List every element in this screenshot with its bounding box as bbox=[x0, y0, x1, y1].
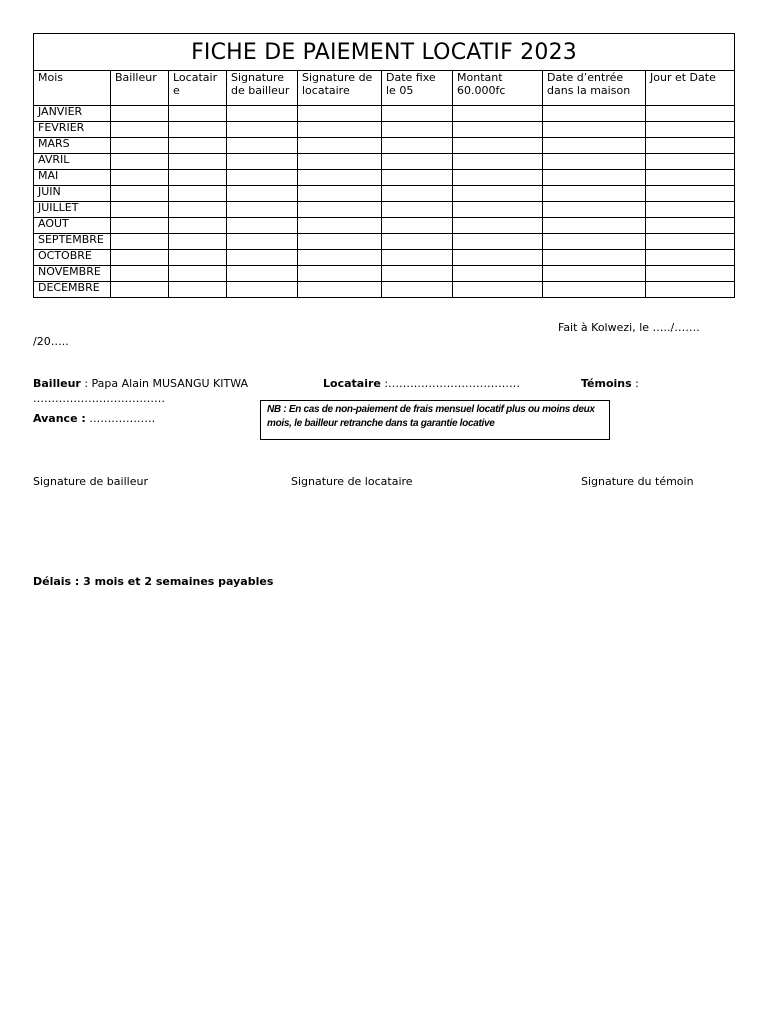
payment-sheet bbox=[33, 33, 734, 298]
month-cell: AVRIL bbox=[34, 154, 111, 170]
table-row bbox=[34, 186, 735, 202]
locataire-value: :……………………………… bbox=[380, 377, 521, 390]
signature-temoin: Signature du témoin bbox=[581, 475, 694, 488]
avance-line bbox=[33, 412, 155, 425]
empty-cell[interactable] bbox=[227, 154, 298, 170]
bailleur-value: : Papa Alain MUSANGU KITWA bbox=[80, 377, 249, 390]
empty-cell[interactable] bbox=[646, 186, 735, 202]
empty-cell[interactable] bbox=[453, 138, 543, 154]
empty-cell[interactable] bbox=[382, 106, 453, 122]
empty-cell[interactable] bbox=[382, 234, 453, 250]
empty-cell[interactable] bbox=[169, 106, 227, 122]
empty-cell[interactable] bbox=[298, 186, 382, 202]
empty-cell[interactable] bbox=[169, 202, 227, 218]
empty-cell[interactable] bbox=[453, 234, 543, 250]
empty-cell[interactable] bbox=[382, 170, 453, 186]
empty-cell[interactable] bbox=[227, 106, 298, 122]
empty-cell[interactable] bbox=[382, 138, 453, 154]
empty-cell[interactable] bbox=[543, 234, 646, 250]
empty-cell[interactable] bbox=[646, 234, 735, 250]
empty-cell[interactable] bbox=[646, 250, 735, 266]
bailleur-line bbox=[33, 377, 248, 390]
empty-cell[interactable] bbox=[382, 202, 453, 218]
table-body bbox=[34, 106, 735, 298]
empty-cell[interactable] bbox=[227, 266, 298, 282]
empty-cell[interactable] bbox=[646, 202, 735, 218]
locataire-line bbox=[323, 377, 520, 390]
empty-cell[interactable] bbox=[298, 234, 382, 250]
empty-cell[interactable] bbox=[453, 170, 543, 186]
empty-cell[interactable] bbox=[111, 202, 169, 218]
sheet-title: FICHE DE PAIEMENT LOCATIF 2023 bbox=[34, 34, 735, 71]
signature-locataire: Signature de locataire bbox=[291, 475, 413, 488]
empty-cell[interactable] bbox=[646, 266, 735, 282]
empty-cell[interactable] bbox=[169, 122, 227, 138]
empty-cell[interactable] bbox=[453, 186, 543, 202]
empty-cell[interactable] bbox=[453, 250, 543, 266]
year-line: /20….. bbox=[33, 335, 69, 348]
empty-cell[interactable] bbox=[453, 218, 543, 234]
month-cell: JANVIER bbox=[34, 106, 111, 122]
table-row bbox=[34, 234, 735, 250]
empty-cell[interactable] bbox=[227, 122, 298, 138]
empty-cell[interactable] bbox=[298, 266, 382, 282]
empty-cell[interactable] bbox=[382, 186, 453, 202]
empty-cell[interactable] bbox=[298, 138, 382, 154]
empty-cell[interactable] bbox=[111, 234, 169, 250]
empty-cell[interactable] bbox=[543, 218, 646, 234]
empty-cell[interactable] bbox=[169, 266, 227, 282]
empty-cell[interactable] bbox=[646, 170, 735, 186]
empty-cell[interactable] bbox=[543, 106, 646, 122]
table-row bbox=[34, 266, 735, 282]
empty-cell[interactable] bbox=[453, 266, 543, 282]
empty-cell[interactable] bbox=[543, 250, 646, 266]
bailleur-label: Bailleur bbox=[33, 377, 81, 390]
place-date-line: Fait à Kolwezi, le …../……. bbox=[558, 321, 700, 334]
empty-cell[interactable] bbox=[298, 170, 382, 186]
empty-cell[interactable] bbox=[169, 234, 227, 250]
empty-cell[interactable] bbox=[169, 250, 227, 266]
empty-cell[interactable] bbox=[453, 106, 543, 122]
table-row bbox=[34, 218, 735, 234]
empty-cell[interactable] bbox=[453, 122, 543, 138]
empty-cell[interactable] bbox=[169, 154, 227, 170]
table-row bbox=[34, 250, 735, 266]
month-cell: AOUT bbox=[34, 218, 111, 234]
table-row bbox=[34, 170, 735, 186]
column-header: Bailleur bbox=[111, 71, 169, 106]
column-header: Date fixe le 05 bbox=[382, 71, 453, 106]
empty-cell[interactable] bbox=[543, 154, 646, 170]
empty-cell[interactable] bbox=[227, 282, 298, 298]
empty-cell[interactable] bbox=[227, 250, 298, 266]
empty-cell[interactable] bbox=[111, 138, 169, 154]
table-row bbox=[34, 282, 735, 298]
empty-cell[interactable] bbox=[169, 186, 227, 202]
empty-cell[interactable] bbox=[543, 266, 646, 282]
avance-label: Avance : bbox=[33, 412, 86, 425]
temoins-value: : bbox=[631, 377, 639, 390]
empty-cell[interactable] bbox=[227, 218, 298, 234]
temoins-line bbox=[581, 377, 639, 390]
empty-cell[interactable] bbox=[227, 234, 298, 250]
month-cell: FEVRIER bbox=[34, 122, 111, 138]
table-header-row bbox=[34, 71, 735, 106]
empty-cell[interactable] bbox=[646, 106, 735, 122]
empty-cell[interactable] bbox=[111, 122, 169, 138]
empty-cell[interactable] bbox=[646, 138, 735, 154]
column-header: Signature de bailleur bbox=[227, 71, 298, 106]
table-row bbox=[34, 202, 735, 218]
empty-cell[interactable] bbox=[298, 218, 382, 234]
empty-cell[interactable] bbox=[298, 154, 382, 170]
empty-cell[interactable] bbox=[227, 138, 298, 154]
empty-cell[interactable] bbox=[646, 282, 735, 298]
empty-cell[interactable] bbox=[543, 186, 646, 202]
payment-table bbox=[33, 33, 735, 298]
delais-line: Délais : 3 mois et 2 semaines payables bbox=[33, 575, 274, 588]
empty-cell[interactable] bbox=[111, 154, 169, 170]
empty-cell[interactable] bbox=[382, 250, 453, 266]
empty-cell[interactable] bbox=[543, 282, 646, 298]
month-cell: OCTOBRE bbox=[34, 250, 111, 266]
empty-cell[interactable] bbox=[543, 202, 646, 218]
month-cell: JUILLET bbox=[34, 202, 111, 218]
nb-note-text: NB : En cas de non-paiement de frais mensuel locatif plus ou moins deux mois, le bailleur retranche dans ta garantie locative bbox=[267, 404, 595, 429]
month-cell: MAI bbox=[34, 170, 111, 186]
avance-value: ……………… bbox=[85, 412, 156, 425]
month-cell: SEPTEMBRE bbox=[34, 234, 111, 250]
empty-cell[interactable] bbox=[111, 282, 169, 298]
nb-note-box bbox=[260, 400, 610, 440]
empty-cell[interactable] bbox=[382, 282, 453, 298]
empty-cell[interactable] bbox=[111, 170, 169, 186]
column-header: Jour et Date bbox=[646, 71, 735, 106]
empty-cell[interactable] bbox=[453, 282, 543, 298]
table-row bbox=[34, 154, 735, 170]
empty-cell[interactable] bbox=[227, 170, 298, 186]
column-header: Mois bbox=[34, 71, 111, 106]
empty-cell[interactable] bbox=[646, 218, 735, 234]
empty-cell[interactable] bbox=[298, 282, 382, 298]
month-cell: MARS bbox=[34, 138, 111, 154]
column-header: Locatair e bbox=[169, 71, 227, 106]
empty-cell[interactable] bbox=[298, 122, 382, 138]
empty-cell[interactable] bbox=[111, 218, 169, 234]
empty-cell[interactable] bbox=[453, 154, 543, 170]
empty-cell[interactable] bbox=[382, 218, 453, 234]
empty-cell[interactable] bbox=[646, 154, 735, 170]
empty-cell[interactable] bbox=[298, 106, 382, 122]
signature-bailleur: Signature de bailleur bbox=[33, 475, 148, 488]
month-cell: JUIN bbox=[34, 186, 111, 202]
column-header: Date d’entrée dans la maison bbox=[543, 71, 646, 106]
table-row bbox=[34, 138, 735, 154]
empty-cell[interactable] bbox=[169, 138, 227, 154]
empty-cell[interactable] bbox=[382, 154, 453, 170]
empty-cell[interactable] bbox=[382, 122, 453, 138]
temoins-label: Témoins bbox=[581, 377, 632, 390]
empty-cell[interactable] bbox=[111, 250, 169, 266]
month-cell: NOVEMBRE bbox=[34, 266, 111, 282]
empty-cell[interactable] bbox=[169, 218, 227, 234]
empty-cell[interactable] bbox=[543, 138, 646, 154]
column-header: Montant 60.000fc bbox=[453, 71, 543, 106]
table-row bbox=[34, 122, 735, 138]
empty-cell[interactable] bbox=[382, 266, 453, 282]
empty-cell[interactable] bbox=[227, 186, 298, 202]
empty-cell[interactable] bbox=[111, 186, 169, 202]
empty-cell[interactable] bbox=[453, 202, 543, 218]
empty-cell[interactable] bbox=[227, 202, 298, 218]
empty-cell[interactable] bbox=[543, 170, 646, 186]
table-row bbox=[34, 106, 735, 122]
empty-cell[interactable] bbox=[646, 122, 735, 138]
empty-cell[interactable] bbox=[298, 250, 382, 266]
dotted-line: ……………………………… bbox=[33, 392, 165, 405]
empty-cell[interactable] bbox=[543, 122, 646, 138]
empty-cell[interactable] bbox=[169, 170, 227, 186]
column-header: Signature de locataire bbox=[298, 71, 382, 106]
month-cell: DECEMBRE bbox=[34, 282, 111, 298]
locataire-label: Locataire bbox=[323, 377, 381, 390]
empty-cell[interactable] bbox=[111, 106, 169, 122]
empty-cell[interactable] bbox=[169, 282, 227, 298]
empty-cell[interactable] bbox=[298, 202, 382, 218]
empty-cell[interactable] bbox=[111, 266, 169, 282]
